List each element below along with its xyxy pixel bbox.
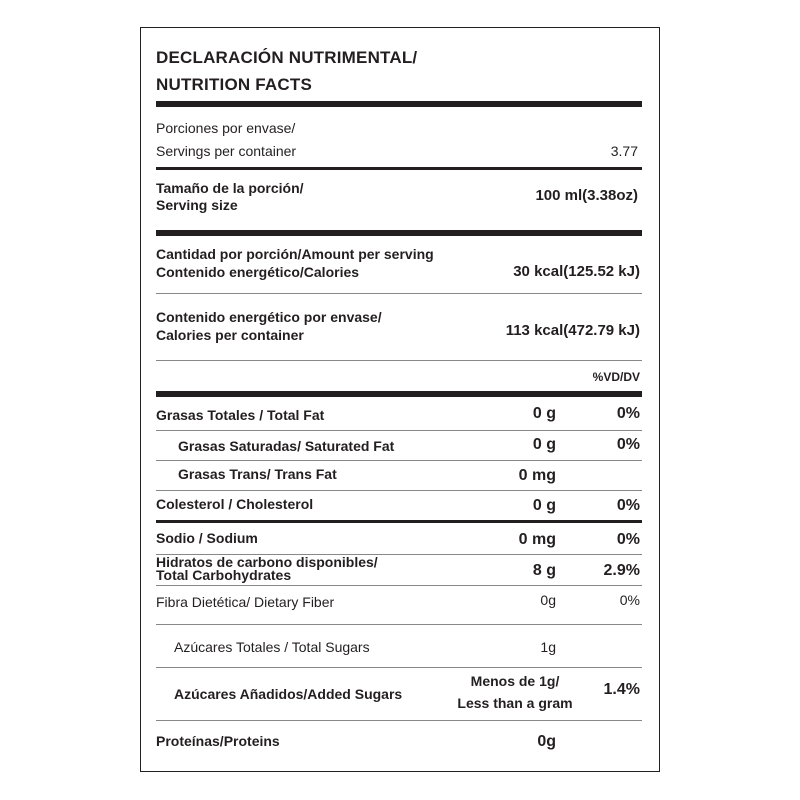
divider-thin bbox=[156, 720, 642, 721]
carbs-label-es: Hidratos de carbono disponibles/ bbox=[156, 554, 378, 570]
trans-fat-label: Grasas Trans/ Trans Fat bbox=[178, 466, 337, 482]
added-sugars-label: Azúcares Añadidos/Added Sugars bbox=[174, 686, 403, 702]
calories-container-label-en: Calories per container bbox=[156, 327, 304, 343]
divider-thick bbox=[156, 391, 642, 397]
divider-thin bbox=[156, 490, 642, 491]
added-sugars-amount-line-1: Menos de 1g/ bbox=[470, 673, 560, 689]
divider-thin bbox=[156, 624, 642, 625]
divider-thick bbox=[156, 101, 642, 107]
title-line-1: DECLARACIÓN NUTRIMENTAL/ bbox=[156, 48, 418, 67]
divider-thin bbox=[156, 430, 642, 431]
carbs-dv: 2.9% bbox=[603, 562, 640, 579]
saturated-fat-dv: 0% bbox=[616, 436, 640, 453]
calories-value: 30 kcal(125.52 kJ) bbox=[513, 263, 640, 280]
sodium-dv: 0% bbox=[616, 531, 640, 548]
serving-size-label-en: Serving size bbox=[156, 197, 238, 213]
total-sugars-amount: 1g bbox=[540, 639, 556, 655]
cholesterol-amount: 0 g bbox=[532, 497, 556, 514]
trans-fat-amount: 0 mg bbox=[518, 467, 556, 484]
divider-thin bbox=[156, 667, 642, 668]
saturated-fat-label: Grasas Saturadas/ Saturated Fat bbox=[178, 438, 395, 454]
fiber-amount: 0g bbox=[540, 592, 556, 608]
title-line-2: NUTRITION FACTS bbox=[156, 75, 312, 94]
protein-label: Proteínas/Proteins bbox=[156, 733, 280, 749]
total-fat-amount: 0 g bbox=[532, 405, 556, 422]
serving-size-label-es: Tamaño de la porción/ bbox=[156, 180, 304, 196]
servings-label-es: Porciones por envase/ bbox=[156, 120, 296, 136]
carbs-label-en: Total Carbohydrates bbox=[156, 567, 292, 583]
sodium-label: Sodio / Sodium bbox=[156, 530, 258, 546]
added-sugars-amount-line-2: Less than a gram bbox=[457, 695, 573, 711]
nutrition-label bbox=[140, 27, 660, 772]
total-fat-label: Grasas Totales / Total Fat bbox=[156, 407, 325, 423]
carbs-amount: 8 g bbox=[532, 562, 556, 579]
servings-value: 3.77 bbox=[610, 143, 638, 159]
protein-amount: 0g bbox=[537, 733, 556, 750]
calories-container-value: 113 kcal(472.79 kJ) bbox=[505, 322, 640, 339]
total-fat-dv: 0% bbox=[616, 405, 640, 422]
servings-label-en: Servings per container bbox=[156, 143, 297, 159]
divider-medium bbox=[156, 520, 642, 523]
fiber-label: Fibra Dietética/ Dietary Fiber bbox=[156, 594, 335, 610]
dv-header: %VD/DV bbox=[592, 370, 640, 384]
divider-medium bbox=[156, 167, 642, 170]
saturated-fat-amount: 0 g bbox=[532, 436, 556, 453]
divider-thin bbox=[156, 585, 642, 586]
added-sugars-dv: 1.4% bbox=[603, 681, 640, 698]
amount-per-serving-label: Cantidad por porción/Amount per serving bbox=[156, 246, 434, 262]
divider-thin bbox=[156, 460, 642, 461]
serving-size-value: 100 ml(3.38oz) bbox=[535, 187, 638, 204]
sodium-amount: 0 mg bbox=[518, 531, 556, 548]
divider-thick bbox=[156, 230, 642, 236]
divider-thin bbox=[156, 293, 642, 294]
calories-label: Contenido energético/Calories bbox=[156, 264, 360, 280]
calories-container-label-es: Contenido energético por envase/ bbox=[156, 309, 382, 325]
divider-thin bbox=[156, 360, 642, 361]
fiber-dv: 0% bbox=[619, 592, 640, 608]
cholesterol-dv: 0% bbox=[616, 497, 640, 514]
total-sugars-label: Azúcares Totales / Total Sugars bbox=[174, 639, 370, 655]
cholesterol-label: Colesterol / Cholesterol bbox=[156, 496, 314, 512]
